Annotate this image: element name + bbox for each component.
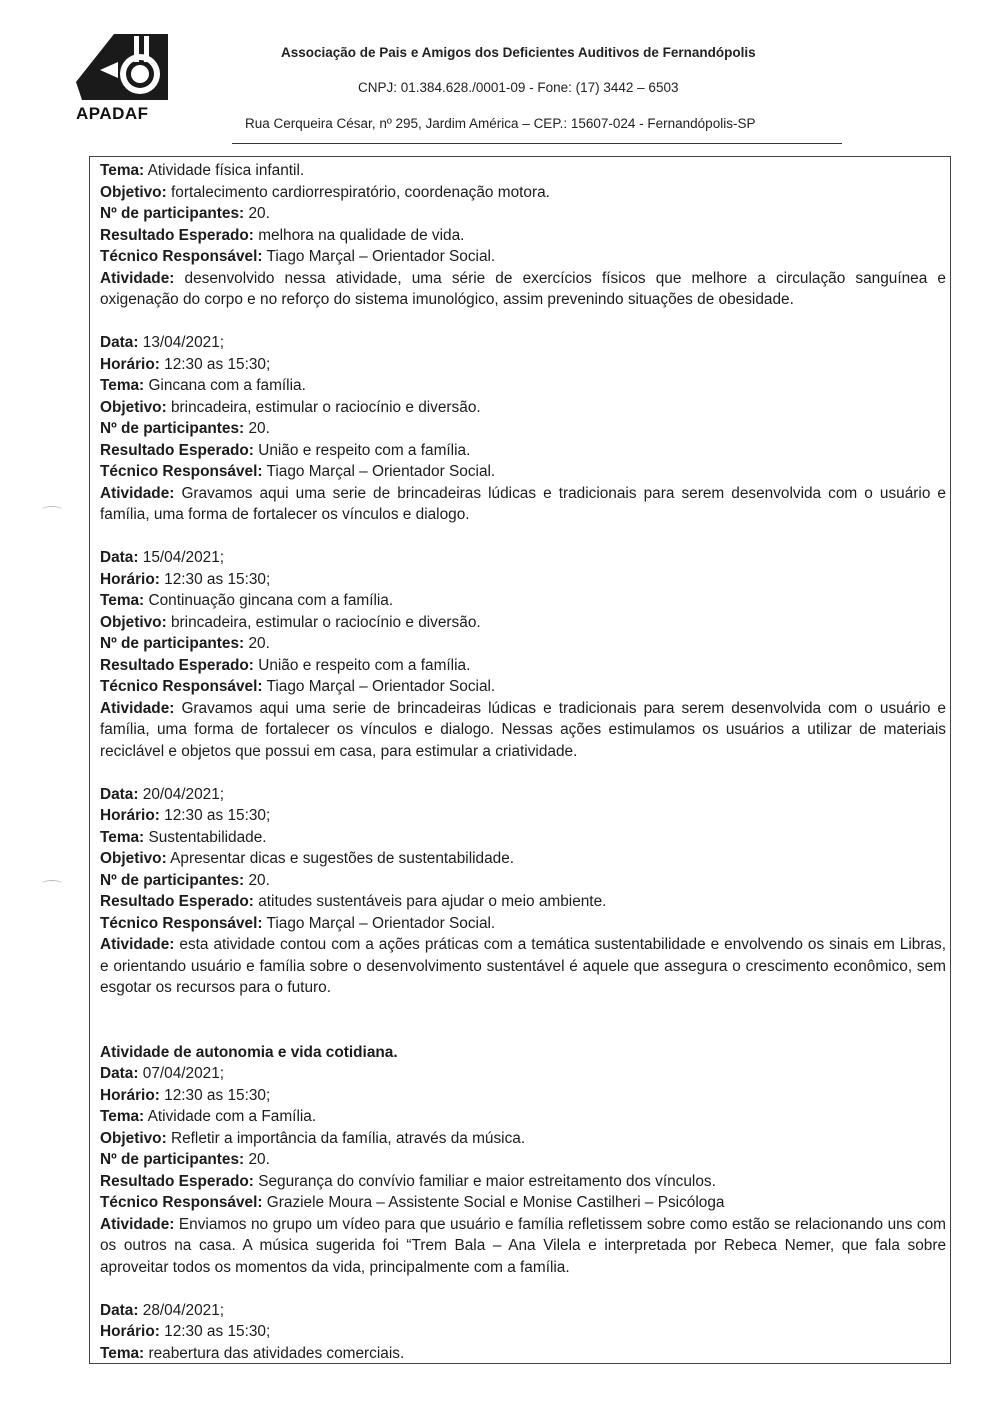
data-line: Data: 13/04/2021; bbox=[100, 334, 225, 351]
data-line: Data: 15/04/2021; bbox=[100, 549, 225, 566]
activity-block bbox=[100, 160, 946, 311]
resultado-line: Resultado Esperado: União e respeito com a família. bbox=[100, 441, 471, 459]
activity-block bbox=[100, 332, 946, 526]
tecnico-line: Técnico Responsável: Tiago Marçal – Orientador Social. bbox=[100, 914, 496, 932]
data-line: Data: 07/04/2021; bbox=[100, 1065, 225, 1082]
participantes-line: Nº de participantes: 20. bbox=[100, 871, 270, 889]
tecnico-line: Técnico Responsável: Tiago Marçal – Orientador Social. bbox=[100, 678, 496, 695]
tecnico-line: Técnico Responsável: Graziele Moura – Assistente Social e Monise Castilheri – Psicóloga bbox=[100, 1194, 725, 1211]
activity-block bbox=[100, 1300, 946, 1365]
activity-block bbox=[100, 1042, 946, 1279]
objetivo-line: Objetivo: brincadeira, estimular o raciocínio e diversão. bbox=[100, 613, 481, 631]
participantes-line: Nº de participantes: 20. bbox=[100, 1151, 270, 1168]
objetivo-line: Objetivo: Apresentar dicas e sugestões de sustentabilidade. bbox=[100, 850, 515, 867]
data-line: Data: 28/04/2021; bbox=[100, 1301, 225, 1319]
tema-line: Tema: Sustentabilidade. bbox=[100, 828, 267, 846]
resultado-line: Resultado Esperado: atitudes sustentáveis para ajudar o meio ambiente. bbox=[100, 893, 607, 910]
logo-text: APADAF bbox=[76, 104, 149, 123]
atividade-paragraph: Atividade: Gravamos aqui uma serie de brincadeiras lúdicas e tradicionais para serem desenvolvida com o usuário e família, uma forma de fortalecer os vínculos e dialogo. Nessas ações estimulamos os usuários a utilizar de materiais reciclável e objetos que possui em casa, para estimular a criatividade. bbox=[100, 699, 946, 760]
org-name: Associação de Pais e Amigos dos Deficientes Auditivos de Fernandópolis bbox=[281, 45, 756, 60]
punch-mark bbox=[42, 880, 62, 887]
horario-line: Horário: 12:30 as 15:30; bbox=[100, 355, 271, 373]
report-content bbox=[100, 160, 946, 1364]
activity-block bbox=[100, 547, 946, 762]
resultado-line: Resultado Esperado: União e respeito com a família. bbox=[100, 656, 471, 674]
objetivo-line: Objetivo: fortalecimento cardiorrespiratório, coordenação motora. bbox=[100, 183, 550, 201]
tema-line: Tema: Atividade física infantil. bbox=[100, 162, 305, 179]
data-line: Data: 20/04/2021; bbox=[100, 785, 225, 803]
participantes-line: Nº de participantes: 20. bbox=[100, 635, 270, 652]
horario-line: Horário: 12:30 as 15:30; bbox=[100, 570, 271, 588]
atividade-paragraph: Atividade: desenvolvido nessa atividade, uma série de exercícios físicos que melhore a circulação sanguínea e oxigenação do corpo e no reforço do sistema imunológico, assim prevenindo situações de obesidade. bbox=[100, 269, 946, 308]
atividade-paragraph: Atividade: Enviamos no grupo um vídeo para que usuário e família refletissem sobre como estão se relacionando uns com os outros na casa. A música sugerida foi “Trem Bala – Ana Vilela e interpretada por Rebeca Nemer, que fala sobre aproveitar todos os momentos da vida, principalmente com a família. bbox=[100, 1215, 946, 1276]
resultado-line: Resultado Esperado: Segurança do convívio familiar e maior estreitamento dos vínculos. bbox=[100, 1172, 716, 1190]
section-title: Atividade de autonomia e vida cotidiana. bbox=[100, 1043, 398, 1061]
atividade-paragraph: Atividade: esta atividade contou com a ações práticas com a temática sustentabilidade e envolvendo os sinais em Libras, e orientando usuário e família sobre o desenvolvimento sustentável é aquele que assegura o crescimento econômico, sem esgotar os recursos para o futuro. bbox=[100, 936, 946, 996]
tecnico-line: Técnico Responsável: Tiago Marçal – Orientador Social. bbox=[100, 463, 496, 480]
participantes-line: Nº de participantes: 20. bbox=[100, 205, 270, 222]
header-divider bbox=[232, 143, 842, 144]
tecnico-line: Técnico Responsável: Tiago Marçal – Orientador Social. bbox=[100, 248, 496, 265]
objetivo-line: Objetivo: brincadeira, estimular o raciocínio e diversão. bbox=[100, 398, 481, 416]
org-address: Rua Cerqueira César, nº 295, Jardim América – CEP.: 15607-024 - Fernandópolis-SP bbox=[245, 116, 756, 131]
org-contact: CNPJ: 01.384.628./0001-09 - Fone: (17) 3442 – 6503 bbox=[358, 80, 679, 95]
punch-mark bbox=[42, 506, 62, 513]
horario-line: Horário: 12:30 as 15:30; bbox=[100, 1323, 271, 1340]
tema-line: Tema: Gincana com a família. bbox=[100, 377, 306, 394]
atividade-paragraph: Atividade: Gravamos aqui uma serie de brincadeiras lúdicas e tradicionais para serem desenvolvida com o usuário e família, uma forma de fortalecer os vínculos e dialogo. bbox=[100, 484, 946, 523]
horario-line: Horário: 12:30 as 15:30; bbox=[100, 807, 271, 824]
objetivo-line: Objetivo: Refletir a importância da família, através da música. bbox=[100, 1129, 526, 1147]
tema-line: Tema: Continuação gincana com a família. bbox=[100, 592, 394, 609]
tema-line: Tema: reabertura das atividades comerciais. bbox=[100, 1344, 405, 1362]
participantes-line: Nº de participantes: 20. bbox=[100, 420, 270, 437]
horario-line: Horário: 12:30 as 15:30; bbox=[100, 1086, 271, 1104]
resultado-line: Resultado Esperado: melhora na qualidade de vida. bbox=[100, 226, 465, 244]
activity-block bbox=[100, 784, 946, 999]
tema-line: Tema: Atividade com a Família. bbox=[100, 1108, 317, 1125]
